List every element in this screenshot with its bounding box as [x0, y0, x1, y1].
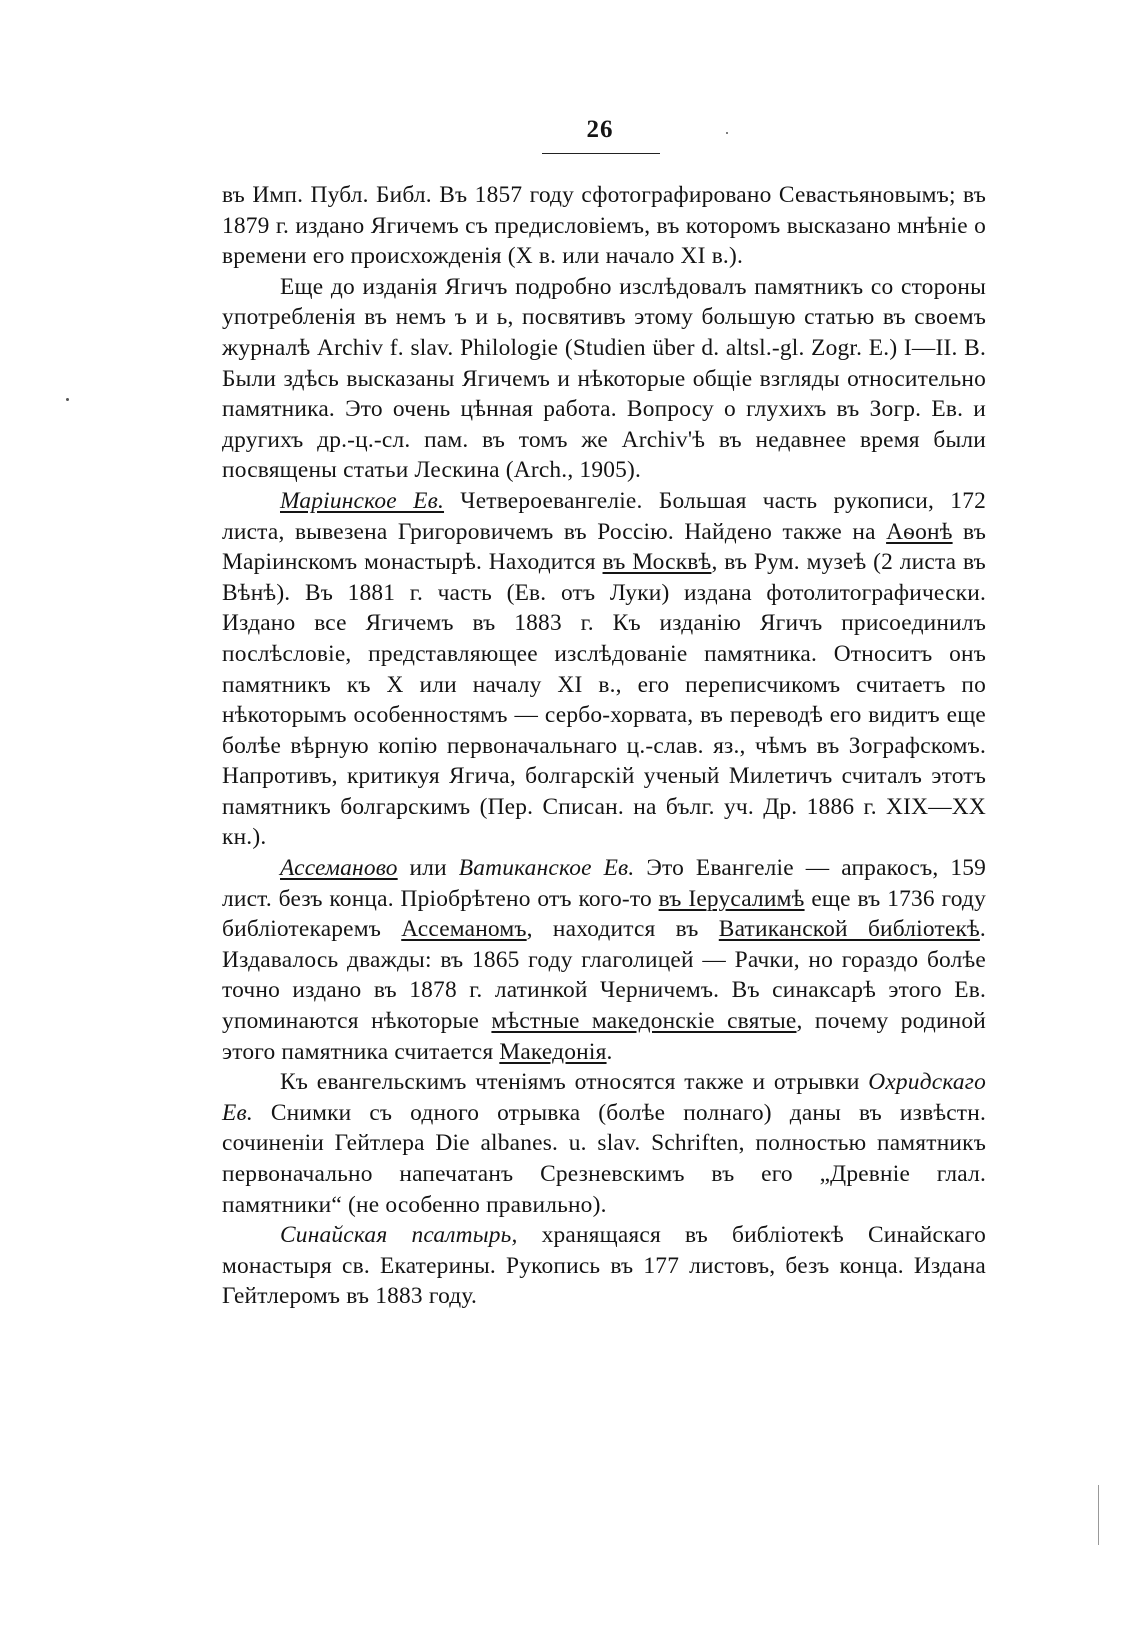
- manuscript-title-sinai-psalter: Синайская псалтырь,: [280, 1222, 518, 1249]
- scan-edge-mark: [1098, 1485, 1099, 1545]
- page-number-rule: [542, 153, 660, 154]
- paragraph-text: . Издавалось дважды: въ 1865 году глаголицей — Рачки, но гораздо болѣе точно издано въ 1878 г. латинкой Черничемъ. Въ синаксарѣ этого Ев. упоминаются нѣкоторые: [222, 916, 986, 1035]
- paragraph-text: .: [606, 1038, 613, 1065]
- paragraph-assemani-gospel: [222, 853, 986, 1067]
- paragraph-text: Четвероевангеліе. Большая часть рукописи, 172 листа, вывезена Григоровичемъ въ Россію. Найдено также на: [222, 487, 986, 545]
- paragraph-mariinsky-gospel: [222, 486, 986, 853]
- paragraph-text: или: [397, 855, 459, 882]
- paragraph-text: , находится въ: [526, 916, 719, 943]
- paragraph-text: Снимки съ одного отрывка (болѣе полнаго) даны въ извѣстн. сочиненіи Гейтлера Die albanes. u. slav. Schriften, полностью памятникъ первоначально напечатанъ Срезневскимъ въ его „Древніе глал. памятники“ (не особенно правильно).: [222, 1099, 986, 1218]
- paragraph-ohrid-gospel: [222, 1067, 986, 1220]
- paragraph-text: Это Евангеліе — апракосъ, 159 лист. безъ конца. Пріобрѣтено отъ кого-то: [222, 855, 987, 912]
- scan-speck: [66, 398, 69, 401]
- paragraph-text: хранящаяся въ библіотекѣ Синайскаго монастыря св. Екатерины. Рукопись въ 177 листовъ, безъ конца. Издана Гейтлеромъ въ 1883 году.: [222, 1222, 987, 1310]
- manuscript-title-mariinsky: Маріинское Ев.: [280, 487, 445, 514]
- underlined-assemani: Ассеманомъ: [401, 916, 527, 943]
- underlined-macedonia: Македонія: [499, 1038, 607, 1065]
- underlined-macedonian-saints: мѣстные македонскіе святые: [491, 1008, 797, 1035]
- manuscript-title-ohrid: Охридскаго Ев.: [222, 1069, 986, 1126]
- paragraph-text: , въ Рум. музеѣ (2 листа въ Вѣнѣ). Въ 1881 г. часть (Ев. отъ Луки) издана фотолитографически. Издано все Ягичемъ въ 1883 г. Къ изданію Ягичъ присоединилъ послѣсловіе, представляющее изслѣдованіе памятника. Относитъ онъ памятникъ къ X или началу XI в., его переписчикомъ считаетъ по нѣкоторымъ особенностямъ — сербо-хорвата, въ переводѣ его видитъ еще болѣе вѣрную копію первоначальнаго ц.-слав. яз., чѣмъ въ Зографскомъ. Напротивъ, критикуя Ягича, болгарскій ученый Милетичъ считалъ этотъ памятникъ болгарскимъ (Пер. Списан. на бълг. уч. Др. 1886 г. XIX—XX кн.).: [222, 549, 986, 851]
- underlined-moscow: въ Москвѣ: [602, 549, 712, 576]
- page-number: 26: [586, 116, 614, 143]
- paragraph-text: Къ евангельскимъ чтеніямъ относятся также и отрывки: [280, 1069, 869, 1096]
- paragraph-text: въ Маріинскомъ монастырѣ. Находится: [222, 518, 986, 576]
- manuscript-title-assemani: Ассеманово: [280, 855, 398, 882]
- underlined-jerusalem: въ Іерусалимѣ: [658, 885, 805, 912]
- paragraph-sinai-psalter: [222, 1220, 986, 1312]
- paragraph-text: еще въ 1736 году библіотекаремъ: [222, 885, 986, 943]
- underlined-athos: Аѳонѣ: [886, 518, 953, 545]
- underlined-vatican-library: Ватиканской библіотекѣ: [718, 916, 980, 943]
- paragraph-jagic-study: Еще до изданія Ягичъ подробно изслѣдовалъ памятникъ со стороны употребленія въ немъ ъ и ь, посвятивъ этому большую статью въ своемъ журналѣ Archiv f. slav. Philologie (Studien über d. altsl.-gl. Zogr. E.) I—II. B. Были здѣсь высказаны Ягичемъ и нѣкоторые общіе взгляды относительно памятника. Это очень цѣнная работа. Вопросу о глухихъ въ Зогр. Ев. и другихъ др.-ц.-сл. пам. въ томъ же Archiv'ѣ въ недавнее время были посвящены статьи Лескина (Arch., 1905).: [222, 273, 986, 484]
- manuscript-title-vatican: Ватиканское Ев.: [458, 855, 635, 882]
- paragraph-text: , почему родиной этого памятника считается: [222, 1008, 986, 1065]
- body-text: [222, 180, 986, 1312]
- paragraph-continuation: въ Имп. Публ. Библ. Въ 1857 году сфотографировано Севастьяновымъ; въ 1879 г. издано Ягичемъ съ предисловіемъ, въ которомъ высказано мнѣніе о времени его происхожденія (X в. или начало XI в.).: [222, 182, 986, 270]
- scan-speck: [726, 132, 728, 134]
